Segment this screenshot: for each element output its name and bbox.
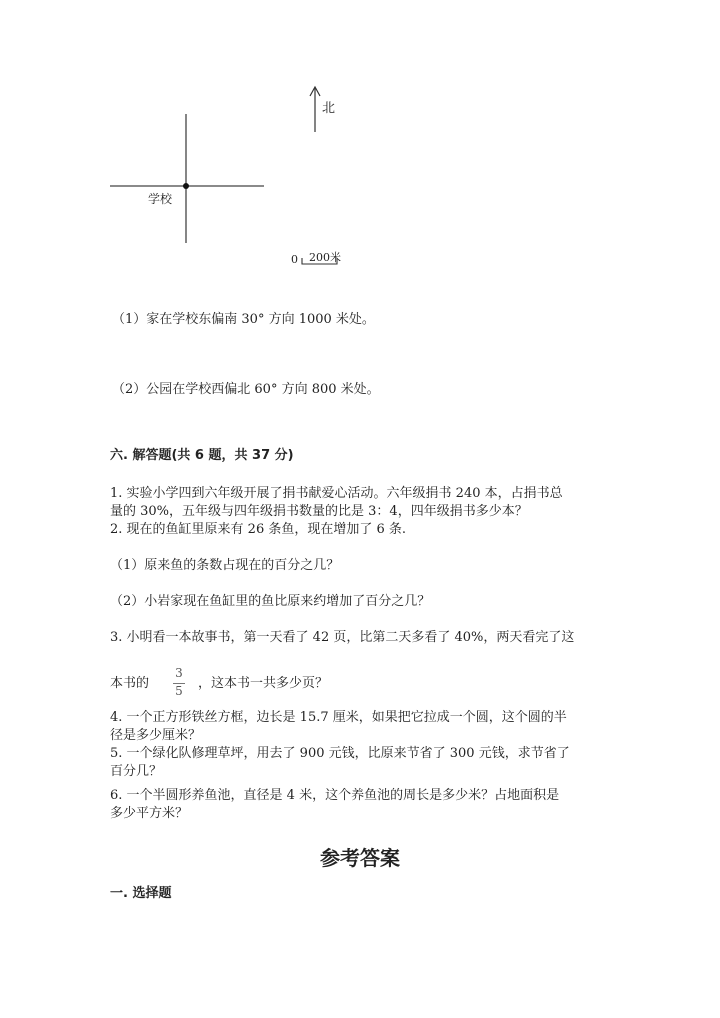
direction-diagram [0,0,720,290]
fraction-numerator: 3 [175,666,183,680]
answers-title: 参考答案 [320,846,400,870]
north-label: 北 [322,101,336,116]
scale-zero-label: 0 [291,253,298,266]
q5-line1: 5. 一个绿化队修理草坪，用去了 900 元钱，比原来节省了 300 元钱，求节省了 [110,746,570,761]
question-park: （2）公园在学校西偏北 60° 方向 800 米处。 [112,382,380,397]
q5-line2: 百分几？ [110,764,163,779]
scale-distance-label: 200米 [309,251,341,264]
q6-line2: 多少平方米？ [110,806,189,821]
q1-line2: 量的 30%，五年级与四年级捐书数量的比是 3：4，四年级捐书多少本？ [110,504,528,519]
q1-line1: 1. 实验小学四到六年级开展了捐书献爱心活动。六年级捐书 240 本，占捐书总 [110,486,563,501]
q4-line1: 4. 一个正方形铁丝方框，边长是 15.7 厘米，如果把它拉成一个圆，这个圆的半 [110,710,567,725]
question-home: （1）家在学校东偏南 30° 方向 1000 米处。 [112,312,375,327]
q2-sub2: （2）小岩家现在鱼缸里的鱼比原来约增加了百分之几？ [110,594,431,609]
fraction-denominator: 5 [175,684,183,698]
answers-section1: 一. 选择题 [110,886,172,901]
q3-line2-post: ，这本书一共多少页？ [198,676,329,691]
school-label: 学校 [148,192,173,206]
q3-line2-pre: 本书的 [110,676,150,691]
q4-line2: 径是多少厘米？ [110,728,202,743]
q2-sub1: （1）原来鱼的条数占现在的百分之几？ [110,558,340,573]
q2-text: 2. 现在的鱼缸里原来有 26 条鱼，现在增加了 6 条. [110,522,407,537]
school-point [183,183,189,189]
section6-title: 六. 解答题(共 6 题，共 37 分) [110,448,294,463]
q3-line1: 3. 小明看一本故事书，第一天看了 42 页，比第二天多看了 40%，两天看完了这 [110,630,575,645]
q6-line1: 6. 一个半圆形养鱼池，直径是 4 米，这个养鱼池的周长是多少米？占地面积是 [110,788,560,803]
